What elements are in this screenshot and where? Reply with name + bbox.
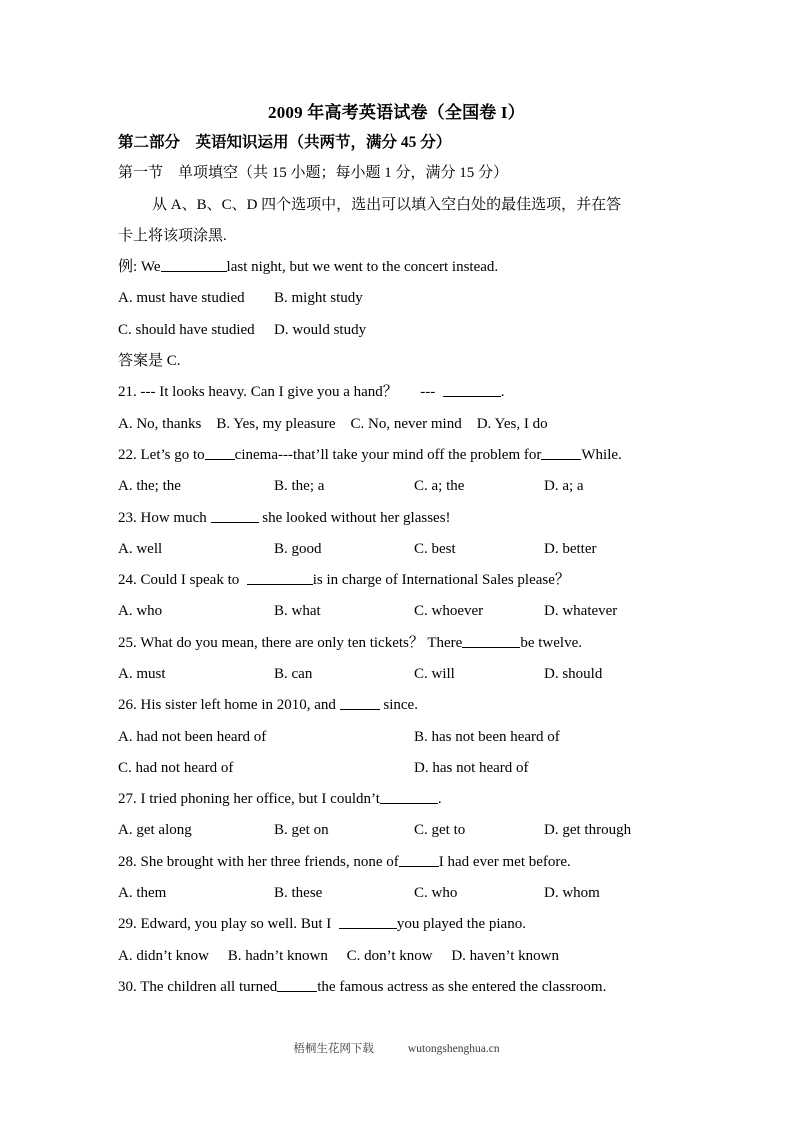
question-21-blank [443,382,501,397]
question-22-option-d: D. a; a [544,478,584,495]
example-options-row-2 [118,315,675,346]
question-22-stem-prefix: 22. Let’s go to [118,446,205,463]
question-29-stem [118,909,675,940]
example-option-a: A. must have studied [118,290,245,307]
question-26-stem [118,690,675,721]
example-stem-suffix: last night, but we went to the concert instead. [226,259,499,276]
question-21-options: A. No, thanks B. Yes, my pleasure C. No, never mind D. Yes, I do [118,415,548,432]
question-27-option-a: A. get along [118,822,192,839]
question-26-option-b: B. has not been heard of [414,728,560,745]
question-25-options [118,659,675,690]
question-27-blank [380,789,438,804]
question-26-stem-prefix: 26. His sister left home in 2010, and [118,697,340,714]
question-25-option-d: D. should [544,665,603,682]
question-22-stem [118,440,675,471]
question-22-options [118,471,675,502]
question-28-options [118,878,675,909]
question-25-stem [118,628,675,659]
example-option-d: D. would study [274,321,367,338]
question-29-options: A. didn’t know B. hadn’t known C. don’t know D. haven’t known [118,947,559,964]
question-22-option-b: B. the; a [274,478,325,495]
question-23-options [118,534,675,565]
question-24-stem [118,565,675,596]
question-24-option-d: D. whatever [544,603,618,620]
question-28-stem-suffix: I had ever met before. [438,853,571,870]
question-25-blank [462,632,520,647]
question-24-option-a: A. who [118,603,163,620]
question-22-stem-suffix: While. [581,446,622,463]
question-24-options [118,596,675,627]
question-23-option-a: A. well [118,540,163,557]
question-25-option-a: A. must [118,665,166,682]
footer-site-url: wutongshenghua.cn [407,1043,500,1055]
question-25-stem-prefix: 25. What do you mean, there are only ten tickets？ There [118,634,463,651]
page-title: 2009 年高考英语试卷（全国卷 I） [268,103,525,122]
question-27-stem-suffix: . [437,791,442,808]
example-stem-prefix: 例: We [118,259,161,276]
question-29-blank [339,914,397,929]
question-26-blank [340,695,380,710]
question-24-stem-prefix: 24. Could I speak to [118,572,247,589]
question-28-option-a: A. them [118,885,167,902]
directions-line-1: 从 A、B、C、D 四个选项中，选出可以填入空白处的最佳选项，并在答 [152,196,622,213]
question-21-stem [118,377,675,408]
question-25-option-b: B. can [274,665,313,682]
example-option-c: C. should have studied [118,321,255,338]
question-28-option-d: D. whom [544,885,600,902]
question-27-option-c: C. get to [414,822,466,839]
question-22-option-c: C. a; the [414,478,465,495]
footer-site-name: 梧桐生花网下载 [293,1043,374,1055]
question-30-blank [277,977,317,992]
question-23-option-d: D. better [544,540,597,557]
question-24-option-b: B. what [274,603,321,620]
sub-heading: 第一节 单项填空（共 15 小题；每小题 1 分，满分 15 分） [118,165,509,182]
question-26-stem-suffix: since. [379,697,418,714]
question-21-stem-suffix: . [500,384,505,401]
question-23-stem-suffix: she looked without her glasses! [258,509,451,526]
question-30-stem-suffix: the famous actress as she entered the classroom. [317,978,607,995]
page-footer [0,1040,793,1056]
question-25-option-c: C. will [414,665,455,682]
example-blank [161,257,227,272]
question-29-stem-prefix: 29. Edward, you play so well. But I [118,916,339,933]
question-24-stem-suffix: is in charge of International Sales please？ [312,572,570,589]
question-22-blank-1 [205,445,235,460]
question-27-stem [118,784,675,815]
question-26-options-row-1 [118,722,675,753]
directions-line-2: 卡上将该项涂黑. [118,227,227,244]
question-23-option-b: B. good [274,540,322,557]
question-24-blank [247,570,313,585]
question-23-blank [211,507,259,522]
question-26-option-d: D. has not heard of [414,759,529,776]
question-28-blank [399,852,439,867]
question-27-stem-prefix: 27. I tried phoning her office, but I couldn’t [118,791,380,808]
question-30-stem [118,972,675,1003]
question-28-stem-prefix: 28. She brought with her three friends, none of [118,853,399,870]
question-30-stem-prefix: 30. The children all turned [118,978,278,995]
question-24-option-c: C. whoever [414,603,484,620]
example-stem [118,252,675,283]
question-23-stem [118,503,675,534]
example-option-b: B. might study [274,290,363,307]
question-28-option-b: B. these [274,885,323,902]
example-answer: 答案是 C. [118,353,181,370]
question-28-option-c: C. who [414,885,458,902]
example-options-row-1 [118,283,675,314]
question-22-blank-2 [541,445,581,460]
question-26-option-a: A. had not been heard of [118,728,267,745]
question-22-stem-middle: cinema---that’ll take your mind off the problem for [234,446,542,463]
question-28-stem [118,847,675,878]
question-26-options-row-2 [118,753,675,784]
question-29-stem-suffix: you played the piano. [396,916,526,933]
question-27-option-b: B. get on [274,822,329,839]
question-22-option-a: A. the; the [118,478,181,495]
question-23-stem-prefix: 23. How much [118,509,211,526]
question-25-stem-suffix: be twelve. [520,634,582,651]
question-26-option-c: C. had not heard of [118,759,234,776]
question-23-option-c: C. best [414,540,456,557]
question-21-stem-prefix: 21. --- It looks heavy. Can I give you a hand？ --- [118,384,443,401]
question-27-options [118,815,675,846]
part-heading: 第二部分 英语知识运用（共两节，满分 45 分） [118,133,452,151]
question-27-option-d: D. get through [544,822,632,839]
